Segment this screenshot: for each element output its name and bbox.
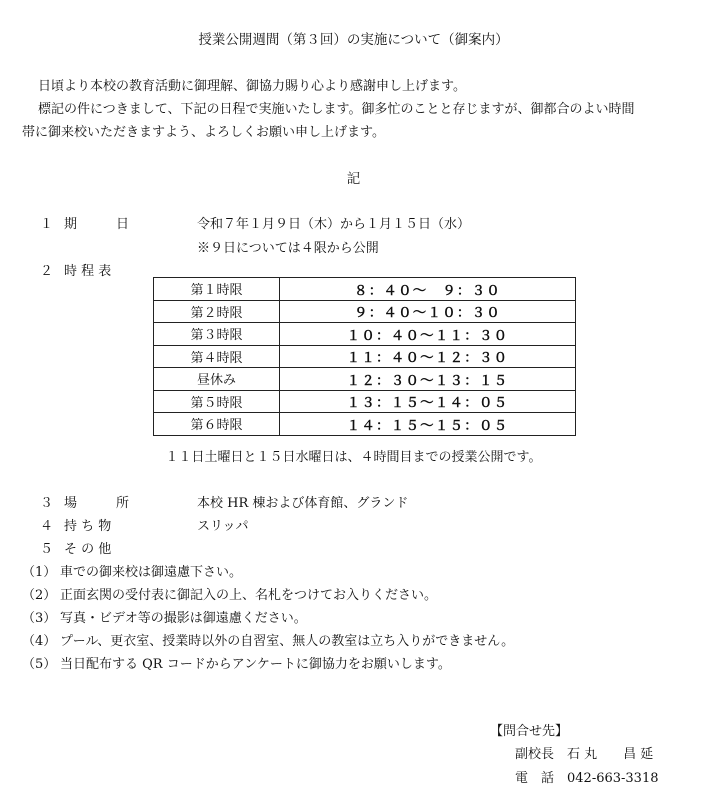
date-note: ※９日については４限から公開 [197,241,379,256]
date-value: 令和７年１月９日（木）から１月１５日（水） [197,217,471,232]
section-2-number: ２ [40,264,54,279]
greeting-line-3: 帯に御来校いただきますよう、よろしくお願い申し上げます。 [22,125,385,140]
greeting-line-2: 標記の件につきまして、下記の日程で実施いたします。御多忙のことと存じますが、御都合のよい時間 [38,102,635,117]
contact-heading: 【問合せ先】 [490,724,569,739]
section-2-label: 時 程 表 [64,264,112,279]
contact-phone: 電 話 042-663-3318 [515,771,659,786]
table-row [154,300,576,323]
period-cell: 第４時限 [154,345,280,368]
section-1-number: １ [40,217,54,232]
place-value: 本校 HR 棟および体育館、グランド [197,496,409,511]
section-5-number: ５ [40,542,54,557]
list-item [22,561,242,580]
time-cell: １２：３０〜１３：１５ [280,368,576,391]
section-5-label: そ の 他 [64,542,112,557]
item-text: プール、更衣室、授業時以外の自習室、無人の教室は立ち入りができません。 [60,634,515,649]
section-4-number: ４ [40,519,54,534]
list-item [22,607,307,626]
list-item [22,653,451,672]
greeting-line-1: 日頃より本校の教育活動に御理解、御協力賜り心より感謝申し上げます。 [38,79,466,94]
schedule-table [153,277,576,436]
table-row [154,345,576,368]
time-cell: ８：４０〜 ９：３０ [280,278,576,301]
time-cell: １０：４０〜１１：３０ [280,323,576,346]
item-text: 当日配布する QR コードからアンケートに御協力をお願いします。 [60,657,451,672]
list-item [22,630,514,649]
table-row [154,413,576,436]
section-3-number: ３ [40,496,54,511]
item-text: 車での御来校は御遠慮下さい。 [60,565,243,580]
document-title: 授業公開週間（第３回）の実施について（御案内） [198,32,509,48]
period-cell: 第１時限 [154,278,280,301]
ki-heading: 記 [346,171,361,187]
section-1-label: 期 日 [64,217,130,232]
item-text: 正面玄関の受付表に御記入の上、名札をつけてお入りください。 [60,588,438,603]
time-cell: １４：１５〜１５：０５ [280,413,576,436]
item-marker: （5） [22,657,57,672]
belongings-value: スリッパ [197,519,249,534]
section-3-label: 場 所 [64,496,130,511]
period-cell: 第３時限 [154,323,280,346]
item-text: 写真・ビデオ等の撮影は御遠慮ください。 [60,611,307,626]
period-cell: 第２時限 [154,300,280,323]
period-cell: 第５時限 [154,390,280,413]
item-marker: （4） [22,634,57,649]
period-cell: 昼休み [154,368,280,391]
time-cell: ９：４０〜１０：３０ [280,300,576,323]
list-item [22,584,437,603]
item-marker: （2） [22,588,57,603]
time-cell: １３：１５〜１４：０５ [280,390,576,413]
table-row [154,323,576,346]
section-4-label: 持 ち 物 [64,519,112,534]
table-row [154,390,576,413]
contact-person: 副校長 石 丸 昌 延 [515,747,654,762]
item-marker: （3） [22,611,57,626]
item-marker: （1） [22,565,57,580]
table-row [154,368,576,391]
period-cell: 第６時限 [154,413,280,436]
schedule-note: １１日土曜日と１５日水曜日は、４時間目までの授業公開です。 [165,450,542,465]
table-row [154,278,576,301]
time-cell: １１：４０〜１２：３０ [280,345,576,368]
